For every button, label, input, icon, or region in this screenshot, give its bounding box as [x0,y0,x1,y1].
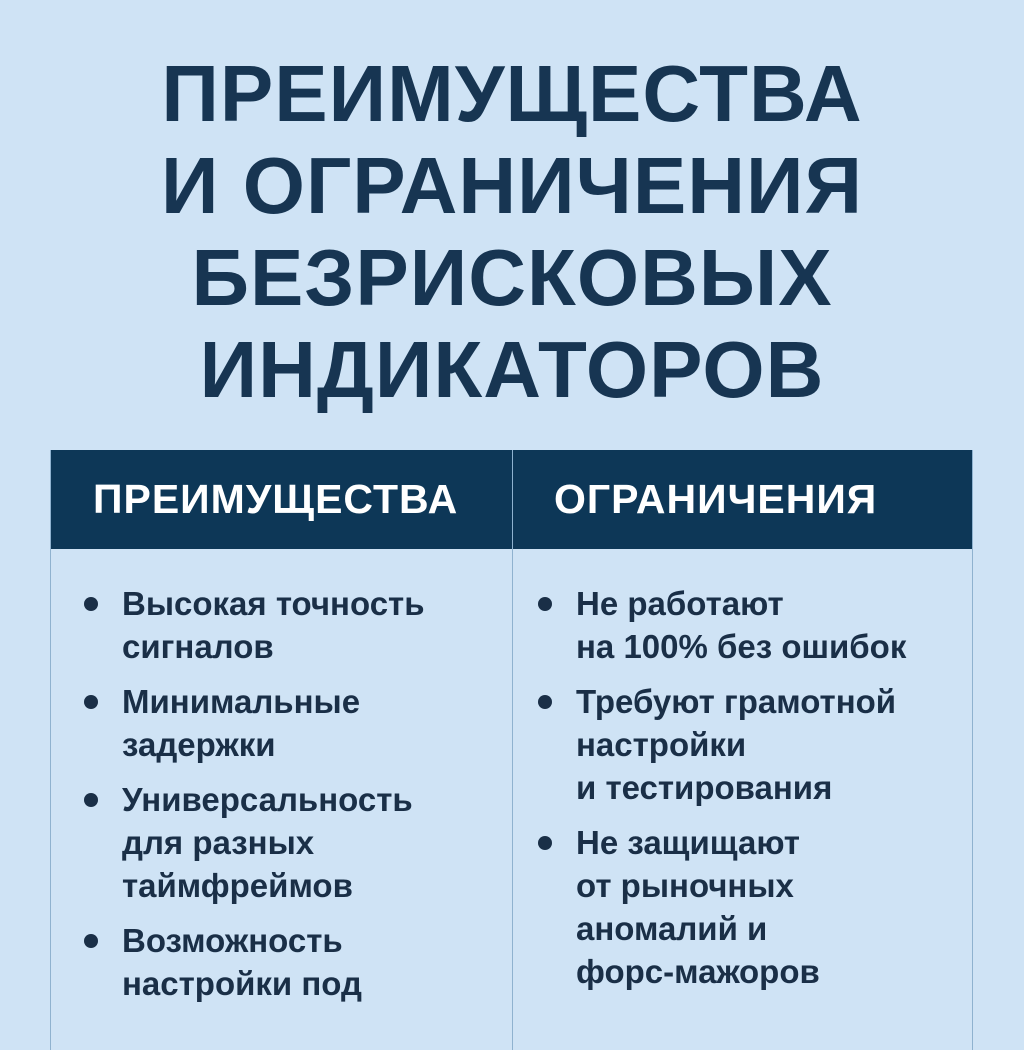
item-line: и тестирования [576,769,833,806]
bullet-icon [84,597,98,611]
title-line: И ОГРАНИЧЕНИЯ [160,141,864,230]
item-line: аномалий и [576,910,768,947]
bullet-icon [84,793,98,807]
item-line: от рыночных [576,867,794,904]
list-item [80,582,500,668]
page-title [0,48,1024,416]
bullet-icon [84,934,98,948]
title-line: ИНДИКАТОРОВ [199,325,825,414]
title-line: ПРЕИМУЩЕСТВА [161,49,863,138]
list-item [80,919,500,1005]
item-line: настройки под [122,965,362,1002]
advantages-header: ПРЕИМУЩЕСТВА [93,476,459,522]
item-line: Не защищают [576,824,800,861]
column-divider [512,450,513,1050]
item-line: задержки [122,726,276,763]
item-line: форс-мажоров [576,953,820,990]
title-line: БЕЗРИСКОВЫХ [191,233,833,322]
bullet-icon [538,836,552,850]
item-line: сигналов [122,628,274,665]
list-item [534,680,974,809]
limitations-header: ОГРАНИЧЕНИЯ [554,476,878,522]
list-item [534,582,974,668]
list-item [534,821,974,993]
bullet-icon [538,695,552,709]
item-line: Не работают [576,585,784,622]
bullet-icon [84,695,98,709]
item-line: Высокая точность [122,585,425,622]
item-line: Универсальность [122,781,413,818]
item-line: таймфреймов [122,867,353,904]
bullet-icon [538,597,552,611]
item-line: на 100% без ошибок [576,628,907,665]
advantages-list [80,582,500,1017]
item-line: Возможность [122,922,343,959]
item-line: Требуют грамотной [576,683,897,720]
item-line: настройки [576,726,747,763]
item-line: Минимальные [122,683,361,720]
list-item [80,778,500,907]
item-line: для разных [122,824,315,861]
list-item [80,680,500,766]
limitations-list [534,582,974,1005]
